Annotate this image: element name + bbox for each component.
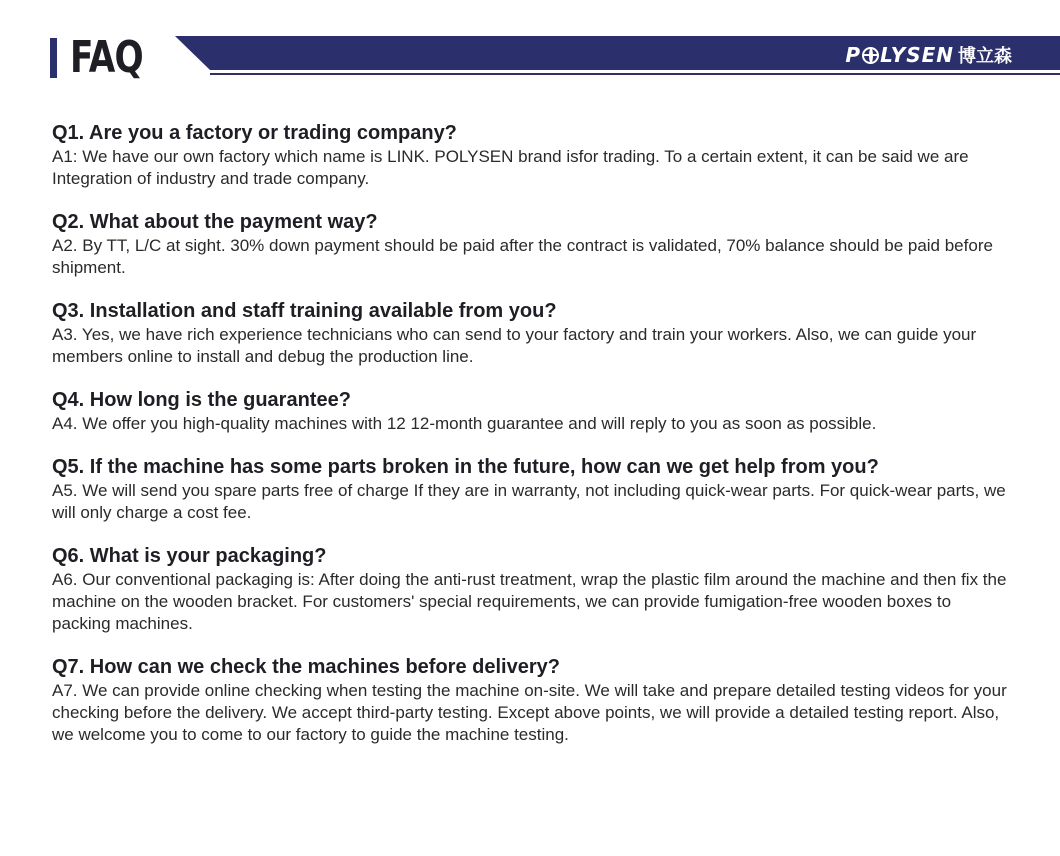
page-header	[0, 0, 1060, 90]
faq-item	[52, 388, 1012, 435]
faq-list	[52, 121, 1012, 766]
brand-text-start: P	[845, 43, 862, 67]
faq-item	[52, 210, 1012, 279]
faq-question: Q3. Installation and staff training available from you?	[52, 300, 557, 322]
faq-question: Q2. What about the payment way?	[52, 211, 378, 233]
faq-question: Q7. How can we check the machines before delivery?	[52, 656, 560, 678]
brand-logo	[845, 43, 1012, 67]
faq-item	[52, 455, 1012, 524]
faq-answer: A5. We will send you spare parts free of charge If they are in warranty, not including quick-wear parts. For quick-wear parts, we will only charge a cost fee.	[52, 481, 1006, 522]
brand-text-end: LYSEN	[880, 43, 954, 67]
brand-chinese-name: 博立森	[958, 46, 1012, 67]
faq-question: Q5. If the machine has some parts broken in the future, how can we get help from you?	[52, 456, 879, 478]
faq-answer: A1: We have our own factory which name is LINK. POLYSEN brand isfor trading. To a certain extent, it can be said we are Integration of industry and trade company.	[52, 147, 969, 188]
globe-icon	[862, 47, 879, 64]
faq-accent-bar	[50, 38, 57, 78]
faq-answer: A6. Our conventional packaging is: After doing the anti-rust treatment, wrap the plastic film around the machine and then fix the machine on the wooden bracket. For customers' special requirements, we can provide fumigation-free wooden boxes to packing machines.	[52, 570, 1007, 633]
faq-question: Q4. How long is the guarantee?	[52, 389, 351, 411]
faq-question: Q1. Are you a factory or trading company?	[52, 122, 457, 144]
faq-answer: A7. We can provide online checking when testing the machine on-site. We will take and prepare detailed testing videos for your checking before the delivery. We accept third-party testing. Except above points, we will provide a detailed testing report. Also, we welcome you to come to our factory to guide the machine testing.	[52, 681, 1007, 744]
faq-item	[52, 121, 1012, 190]
faq-answer: A3. Yes, we have rich experience technicians who can send to your factory and train your workers. Also, we can guide your members online to install and debug the production line.	[52, 325, 977, 366]
faq-question: Q6. What is your packaging?	[52, 545, 327, 567]
faq-answer: A2. By TT, L/C at sight. 30% down payment should be paid after the contract is validated, 70% balance should be paid before shipment.	[52, 236, 993, 277]
page-title: FAQ	[70, 32, 143, 83]
faq-item	[52, 299, 1012, 368]
faq-answer: A4. We offer you high-quality machines with 12 12-month guarantee and will reply to you as soon as possible.	[52, 414, 877, 433]
faq-item	[52, 544, 1012, 635]
faq-item	[52, 655, 1012, 746]
